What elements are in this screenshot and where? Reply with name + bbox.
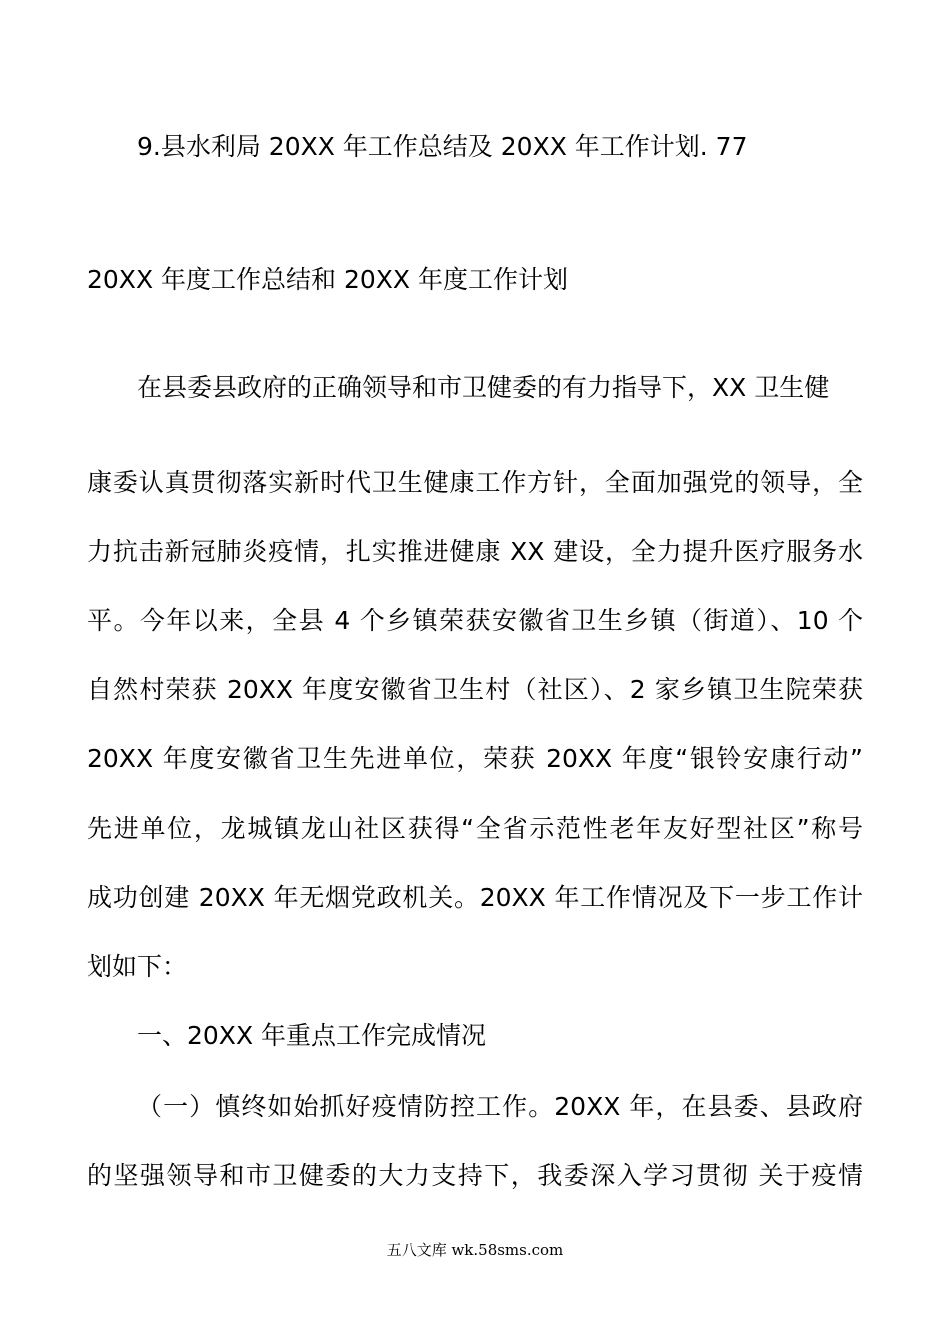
- paragraph-line: 成功创建 20XX 年无烟党政机关。20XX 年工作情况及下一步工作计: [87, 883, 863, 912]
- paragraph-line: 平。今年以来，全县 4 个乡镇荣获安徽省卫生乡镇（街道）、10 个: [87, 606, 863, 635]
- paragraph-line: 划如下：: [87, 952, 188, 981]
- paragraph-line: 先进单位，龙城镇龙山社区获得“全省示范性老年友好型社区”称号: [87, 814, 863, 843]
- paragraph-line: （一）慎终如始抓好疫情防控工作。20XX 年，在县委、县政府: [137, 1092, 863, 1121]
- document-title: 20XX 年度工作总结和 20XX 年度工作计划: [87, 265, 568, 294]
- paragraph-line: 自然村荣获 20XX 年度安徽省卫生村（社区）、2 家乡镇卫生院荣获: [87, 675, 863, 704]
- paragraph-line: 力抗击新冠肺炎疫情，扎实推进健康 XX 建设，全力提升医疗服务水: [87, 537, 863, 566]
- paragraph-line: 20XX 年度安徽省卫生先进单位，荣获 20XX 年度“银铃安康行动”: [87, 744, 863, 773]
- toc-entry: 9.县水利局 20XX 年工作总结及 20XX 年工作计划. 77: [137, 132, 748, 161]
- footer-watermark: 五八文库 wk.58sms.com: [386, 1241, 564, 1259]
- section-heading: 一、20XX 年重点工作完成情况: [137, 1021, 487, 1050]
- paragraph-line: 在县委县政府的正确领导和市卫健委的有力指导下，XX 卫生健: [137, 373, 830, 402]
- paragraph-line: 的坚强领导和市卫健委的大力支持下，我委深入学习贯彻 关于疫情: [87, 1161, 863, 1190]
- paragraph-line: 康委认真贯彻落实新时代卫生健康工作方针，全面加强党的领导，全: [87, 468, 863, 497]
